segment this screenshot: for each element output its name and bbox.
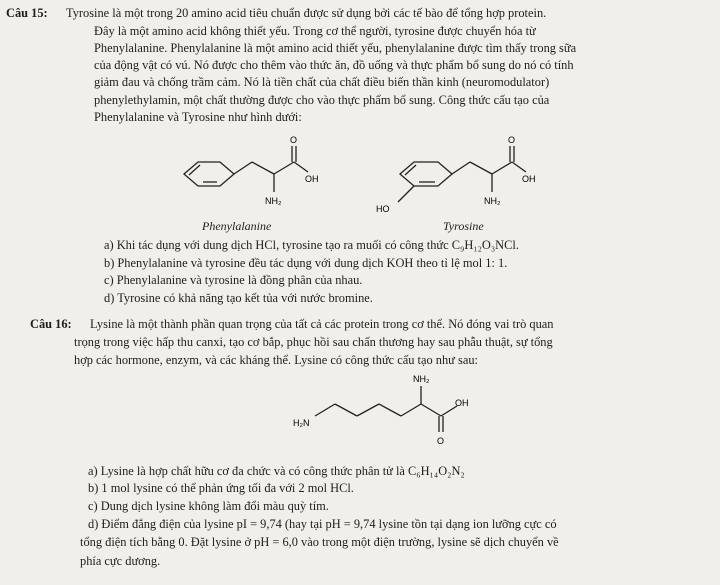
q16-label: Câu 16: [30,317,72,331]
phe-o: O [290,135,298,145]
lys-oh: OH [455,398,469,408]
q16-option-d-line-2: tổng điện tích bằng 0. Đặt lysine ở pH = 6,0 vào trong một điện trường, lysine sẽ dịch chuyển về [80,535,559,549]
lys-nh2-top: NH₂ [413,374,430,384]
tyrosine-structure [370,134,540,218]
tyr-oh: OH [522,174,536,184]
q15-option-d: d) Tyrosine có khả năng tạo kết tủa với nước bromine. [104,291,373,305]
q15-line-7: Phenylalanine và Tyrosine như hình dưới: [94,110,302,124]
q15-option-a: a) Khi tác dụng với dung dịch HCl, tyrosine tạo ra muối có công thức C₉H₁₂O₃NCl. [104,238,519,252]
tyr-nh2: NH₂ [484,196,501,206]
tyr-o: O [508,135,516,145]
phe-oh: OH [305,174,319,184]
q16-option-d-line-3: phía cực dương. [80,554,161,568]
q15-option-b: b) Phenylalanine và tyrosine đều tác dụng với dung dịch KOH theo tỉ lệ mol 1: 1. [104,256,508,270]
q16-line-1: Lysine là một thành phần quan trọng của tất cả các protein trong cơ thể. Nó đóng vai trò quan [90,317,554,331]
q15-label: Câu 15: [6,6,48,20]
q16-option-c: c) Dung dịch lysine không làm đổi màu quỳ tím. [88,499,329,513]
tyr-ho: HO [376,204,390,214]
q16-line-3: hợp các hormone, enzym, và các kháng thể. Lysine có công thức cấu tạo như sau: [74,353,478,367]
phe-nh2: NH₂ [265,196,282,206]
lysine-structure [285,370,485,452]
phenylalanine-structure [170,134,320,218]
q16-line-2: trọng trong việc hấp thu canxi, tạo cơ bắp, phục hồi sau chấn thương hay sau phẫu thuật, sự tổng [74,335,553,349]
q16-option-a: a) Lysine là hợp chất hữu cơ đa chức và có công thức phân tử là C₆H₁₄O₂N₂ [88,464,465,478]
q15-line-4: của động vật có vú. Nó được cho thêm vào thức ăn, đồ uống và thực phẩm bổ sung do nó có tính [94,58,574,72]
q16-option-d-line-1: d) Điểm đẳng điện của lysine pI = 9,74 (hay tại pH = 9,74 lysine tồn tại dạng ion lưỡng cực có [88,517,557,531]
q15-line-1: Tyrosine là một trong 20 amino acid tiêu chuẩn được sử dụng bởi các tế bào để tổng hợp protein. [66,6,547,20]
tyr-caption: Tyrosine [443,219,484,233]
q15-option-c: c) Phenylalanine và tyrosine là đồng phân của nhau. [104,273,363,287]
q15-line-5: giảm đau và chống trầm cảm. Nó là tiền chất của chất điều biến thần kinh (neuromodulator) [94,75,550,89]
q15-line-6: phenylethylamin, một chất thường được cho vào thực phẩm bổ sung. Công thức cấu tạo của [94,93,550,107]
phe-caption: Phenylalanine [202,219,272,233]
q15-line-3: Phenylalanine. Phenylalanine là một amino acid thiết yếu, phenylalanine được tìm thấy trong sữa [94,41,577,55]
lys-h2n: H₂N [293,418,310,428]
lys-o: O [437,436,445,446]
q16-option-b: b) 1 mol lysine có thể phản ứng tối đa với 2 mol HCl. [88,481,354,495]
q15-line-2: Đây là một amino acid không thiết yếu. Trong cơ thể người, tyrosine được chuyển hóa từ [94,24,536,38]
